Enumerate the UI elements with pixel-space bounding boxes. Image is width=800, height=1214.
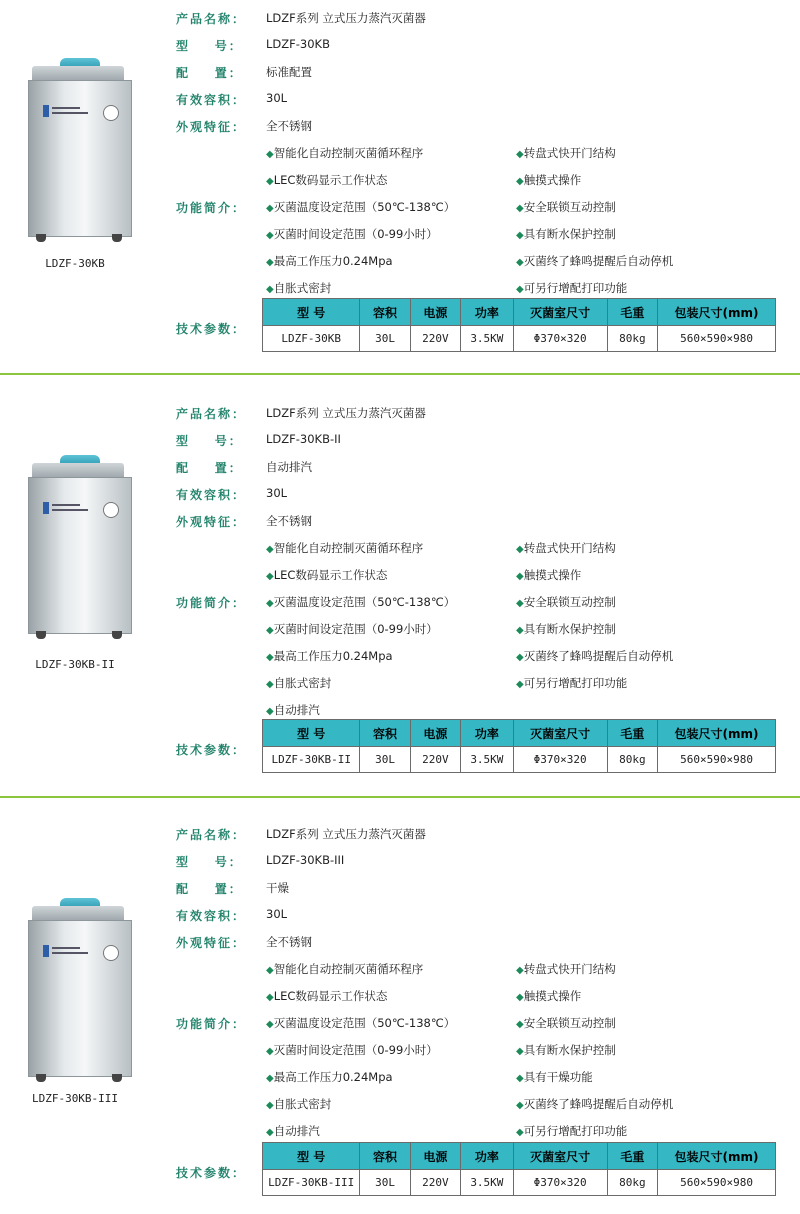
feature-left: ◆自动排汽 — [266, 703, 320, 717]
product-section-1 — [0, 0, 800, 375]
spec-table — [262, 1142, 776, 1196]
feature-right: ◆转盘式快开门结构 — [516, 541, 616, 555]
spec-table — [262, 298, 776, 352]
label-functions: 功能简介： — [176, 1017, 247, 1031]
product-name: LDZF系列 立式压力蒸汽灭菌器 — [266, 11, 426, 25]
header-weight: 毛重 — [607, 1143, 657, 1170]
header-power-supply: 电源 — [410, 299, 460, 326]
feature-right: ◆安全联锁互动控制 — [516, 1016, 616, 1030]
cell-weight: 80kg — [607, 326, 657, 352]
cabinet — [28, 920, 132, 1077]
header-package-size: 包装尺寸(mm) — [658, 720, 776, 747]
label-capacity: 有效容积： — [176, 909, 247, 923]
section-divider — [0, 373, 800, 375]
header-chamber-size: 灭菌室尺寸 — [513, 720, 607, 747]
spec-header-row — [263, 1143, 776, 1170]
feature-right: ◆转盘式快开门结构 — [516, 146, 616, 160]
product-photo — [28, 455, 130, 645]
cell-power-supply: 220V — [410, 747, 460, 773]
header-power: 功率 — [461, 1143, 514, 1170]
feature-left: ◆最高工作压力0.24Mpa — [266, 254, 393, 268]
label-product-name: 产品名称： — [176, 828, 247, 842]
cell-chamber-size: Φ370×320 — [513, 1170, 607, 1196]
header-chamber-size: 灭菌室尺寸 — [513, 299, 607, 326]
label-specs: 技术参数： — [176, 743, 247, 757]
feature-left: ◆灭菌温度设定范围（50℃-138℃） — [266, 595, 456, 609]
feature-left: ◆最高工作压力0.24Mpa — [266, 649, 393, 663]
cell-power: 3.5KW — [461, 326, 514, 352]
feature-right: ◆灭菌终了蜂鸣提醒后自动停机 — [516, 649, 674, 663]
header-chamber-size: 灭菌室尺寸 — [513, 1143, 607, 1170]
cell-power-supply: 220V — [410, 1170, 460, 1196]
product-section-2 — [0, 397, 800, 797]
feature-right: ◆具有断水保护控制 — [516, 622, 616, 636]
cell-package-size: 560×590×980 — [658, 326, 776, 352]
label-functions: 功能简介： — [176, 596, 247, 610]
spec-header-row — [263, 720, 776, 747]
header-capacity: 容积 — [360, 1143, 410, 1170]
product-capacity: 30L — [266, 91, 288, 105]
product-caption: LDZF-30KB-III — [31, 1092, 119, 1105]
label-specs: 技术参数： — [176, 1166, 247, 1180]
logo-plate — [43, 945, 83, 957]
cabinet — [28, 477, 132, 634]
feature-left: ◆最高工作压力0.24Mpa — [266, 1070, 393, 1084]
label-functions: 功能简介： — [176, 201, 247, 215]
cell-capacity: 30L — [360, 1170, 410, 1196]
product-model: LDZF-30KB-III — [266, 853, 345, 867]
logo-plate — [43, 502, 83, 514]
feature-right: ◆触摸式操作 — [516, 989, 582, 1003]
header-model: 型 号 — [263, 720, 360, 747]
table-row — [263, 747, 776, 773]
header-capacity: 容积 — [360, 299, 410, 326]
header-power: 功率 — [461, 299, 514, 326]
feature-left: ◆LEC数码显示工作状态 — [266, 989, 388, 1003]
feature-right: ◆具有干燥功能 — [516, 1070, 593, 1084]
wheel — [112, 234, 122, 242]
cell-power: 3.5KW — [461, 747, 514, 773]
product-config: 自动排汽 — [266, 460, 312, 474]
cell-package-size: 560×590×980 — [658, 1170, 776, 1196]
feature-left: ◆灭菌温度设定范围（50℃-138℃） — [266, 1016, 456, 1030]
label-product-name: 产品名称： — [176, 12, 247, 26]
feature-left: ◆灭菌时间设定范围（0-99小时） — [266, 622, 438, 636]
pressure-gauge — [103, 502, 119, 518]
cabinet — [28, 80, 132, 237]
pressure-gauge — [103, 945, 119, 961]
feature-left: ◆LEC数码显示工作状态 — [266, 173, 388, 187]
header-power: 功率 — [461, 720, 514, 747]
product-name: LDZF系列 立式压力蒸汽灭菌器 — [266, 827, 426, 841]
cell-chamber-size: Φ370×320 — [513, 747, 607, 773]
section-divider — [0, 796, 800, 798]
product-caption: LDZF-30KB-II — [35, 658, 115, 671]
feature-right: ◆安全联锁互动控制 — [516, 200, 616, 214]
label-config: 配 置： — [176, 882, 243, 896]
product-model: LDZF-30KB — [266, 37, 330, 51]
feature-left: ◆智能化自动控制灭菌循环程序 — [266, 962, 424, 976]
cell-capacity: 30L — [360, 326, 410, 352]
wheel — [112, 1074, 122, 1082]
spec-header-row — [263, 299, 776, 326]
wheel — [112, 631, 122, 639]
product-model: LDZF-30KB-II — [266, 432, 341, 446]
feature-right: ◆安全联锁互动控制 — [516, 595, 616, 609]
product-name: LDZF系列 立式压力蒸汽灭菌器 — [266, 406, 426, 420]
label-config: 配 置： — [176, 66, 243, 80]
product-photo — [28, 58, 130, 248]
product-section-3 — [0, 820, 800, 1214]
feature-left: ◆灭菌温度设定范围（50℃-138℃） — [266, 200, 456, 214]
header-package-size: 包装尺寸(mm) — [658, 1143, 776, 1170]
product-appearance: 全不锈钢 — [266, 935, 312, 949]
cell-power-supply: 220V — [410, 326, 460, 352]
label-specs: 技术参数： — [176, 322, 247, 336]
product-capacity: 30L — [266, 907, 288, 921]
cell-capacity: 30L — [360, 747, 410, 773]
feature-left: ◆灭菌时间设定范围（0-99小时） — [266, 1043, 438, 1057]
feature-right: ◆灭菌终了蜂鸣提醒后自动停机 — [516, 1097, 674, 1111]
header-model: 型 号 — [263, 299, 360, 326]
product-appearance: 全不锈钢 — [266, 119, 312, 133]
feature-right: ◆可另行增配打印功能 — [516, 281, 628, 295]
label-product-name: 产品名称： — [176, 407, 247, 421]
feature-left: ◆自动排汽 — [266, 1124, 320, 1138]
feature-right: ◆可另行增配打印功能 — [516, 1124, 628, 1138]
cell-weight: 80kg — [607, 1170, 657, 1196]
cell-model: LDZF-30KB-II — [263, 747, 360, 773]
label-capacity: 有效容积： — [176, 93, 247, 107]
header-power-supply: 电源 — [410, 720, 460, 747]
product-config: 干燥 — [266, 881, 289, 895]
feature-right: ◆可另行增配打印功能 — [516, 676, 628, 690]
feature-right: ◆灭菌终了蜂鸣提醒后自动停机 — [516, 254, 674, 268]
label-appearance: 外观特征： — [176, 120, 247, 134]
cell-package-size: 560×590×980 — [658, 747, 776, 773]
pressure-gauge — [103, 105, 119, 121]
wheel — [36, 1074, 46, 1082]
feature-right: ◆具有断水保护控制 — [516, 227, 616, 241]
product-caption: LDZF-30KB — [45, 257, 105, 270]
label-model: 型 号： — [176, 855, 243, 869]
feature-left: ◆智能化自动控制灭菌循环程序 — [266, 541, 424, 555]
label-appearance: 外观特征： — [176, 515, 247, 529]
header-capacity: 容积 — [360, 720, 410, 747]
product-appearance: 全不锈钢 — [266, 514, 312, 528]
cell-weight: 80kg — [607, 747, 657, 773]
feature-left: ◆LEC数码显示工作状态 — [266, 568, 388, 582]
wheel — [36, 631, 46, 639]
feature-left: ◆智能化自动控制灭菌循环程序 — [266, 146, 424, 160]
label-model: 型 号： — [176, 39, 243, 53]
label-model: 型 号： — [176, 434, 243, 448]
label-capacity: 有效容积： — [176, 488, 247, 502]
feature-right: ◆触摸式操作 — [516, 173, 582, 187]
label-config: 配 置： — [176, 461, 243, 475]
table-row — [263, 1170, 776, 1196]
cell-chamber-size: Φ370×320 — [513, 326, 607, 352]
feature-left: ◆自胀式密封 — [266, 281, 332, 295]
feature-left: ◆自胀式密封 — [266, 1097, 332, 1111]
cell-power: 3.5KW — [461, 1170, 514, 1196]
feature-right: ◆触摸式操作 — [516, 568, 582, 582]
header-power-supply: 电源 — [410, 1143, 460, 1170]
feature-left: ◆自胀式密封 — [266, 676, 332, 690]
cell-model: LDZF-30KB-III — [263, 1170, 360, 1196]
product-config: 标准配置 — [266, 65, 312, 79]
feature-right: ◆转盘式快开门结构 — [516, 962, 616, 976]
product-capacity: 30L — [266, 486, 288, 500]
header-weight: 毛重 — [607, 299, 657, 326]
header-weight: 毛重 — [607, 720, 657, 747]
spec-table — [262, 719, 776, 773]
feature-right: ◆具有断水保护控制 — [516, 1043, 616, 1057]
product-photo — [28, 898, 130, 1088]
header-package-size: 包装尺寸(mm) — [658, 299, 776, 326]
header-model: 型 号 — [263, 1143, 360, 1170]
wheel — [36, 234, 46, 242]
cell-model: LDZF-30KB — [263, 326, 360, 352]
feature-left: ◆灭菌时间设定范围（0-99小时） — [266, 227, 438, 241]
table-row — [263, 326, 776, 352]
label-appearance: 外观特征： — [176, 936, 247, 950]
logo-plate — [43, 105, 83, 117]
